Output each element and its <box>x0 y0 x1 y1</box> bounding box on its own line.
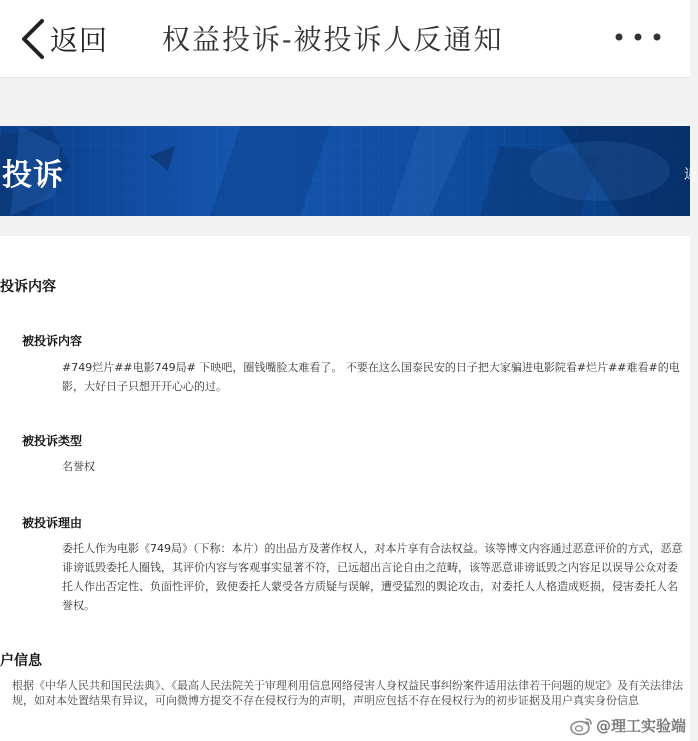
complained-content-label: 被投诉内容 <box>22 334 83 348</box>
page-title: 权益投诉-被投诉人反通知 <box>162 23 504 56</box>
legal-notice: 根据《中华人民共和国民法典》、《最高人民法院关于审理利用信息网络侵害人身权益民事纠纷案件适用法律若干问题的规定》及有关法律法规，如对本处置结果有异议，可向微博方提交不存在侵权行为的声明，声明应包括不存在侵权行为的初步证据及用户真实身份信息 <box>12 679 683 707</box>
more-options-icon[interactable] <box>612 30 664 44</box>
chevron-left-icon <box>18 17 48 61</box>
watermark-text: @理工实验端 <box>596 717 687 735</box>
complained-content-value: #749烂片##电影749局# 下映吧，圈钱嘴脸太难看了。 不要在这么国泰民安的日子把大家骗进电影院看#烂片##难看#的电影，大好日子只想开开心心的过。 <box>62 361 680 393</box>
banner-title: 投诉 <box>2 158 64 193</box>
complaint-banner <box>0 126 698 216</box>
section-title-user-info: 户信息 <box>0 653 42 669</box>
complaint-content-card <box>0 236 690 741</box>
banner-back-link[interactable]: 返 <box>684 167 698 183</box>
back-button[interactable] <box>18 14 108 64</box>
watermark <box>570 715 686 736</box>
top-navigation-bar <box>0 0 690 78</box>
complaint-reason-value: 委托人作为电影《749局》（下称：本片）的出品方及著作权人，对本片享有合法权益。该等博文内容通过恶意评价的方式，恶意诽谤诋毁委托人圈钱，其评价内容与客观事实显著不符，已远超出言论自由之范畴，该等恶意诽谤诋毁之内容足以误导公众对委托人作出否定性、负面性评价，致使委托人蒙受各方质疑与误解，遭受猛烈的舆论攻击，对委托人人格造成贬损，侵害委托人名誉权。 <box>62 542 683 612</box>
banner-decoration <box>0 126 690 216</box>
complaint-reason-label: 被投诉理由 <box>22 516 83 530</box>
spacer <box>0 78 690 126</box>
complaint-type-value: 名誉权 <box>62 460 95 473</box>
complaint-type-label: 被投诉类型 <box>22 434 83 448</box>
weibo-logo-icon <box>570 716 594 736</box>
back-label: 返回 <box>50 24 109 57</box>
spacer <box>0 216 690 236</box>
section-title-complaint: 投诉内容 <box>0 279 56 295</box>
